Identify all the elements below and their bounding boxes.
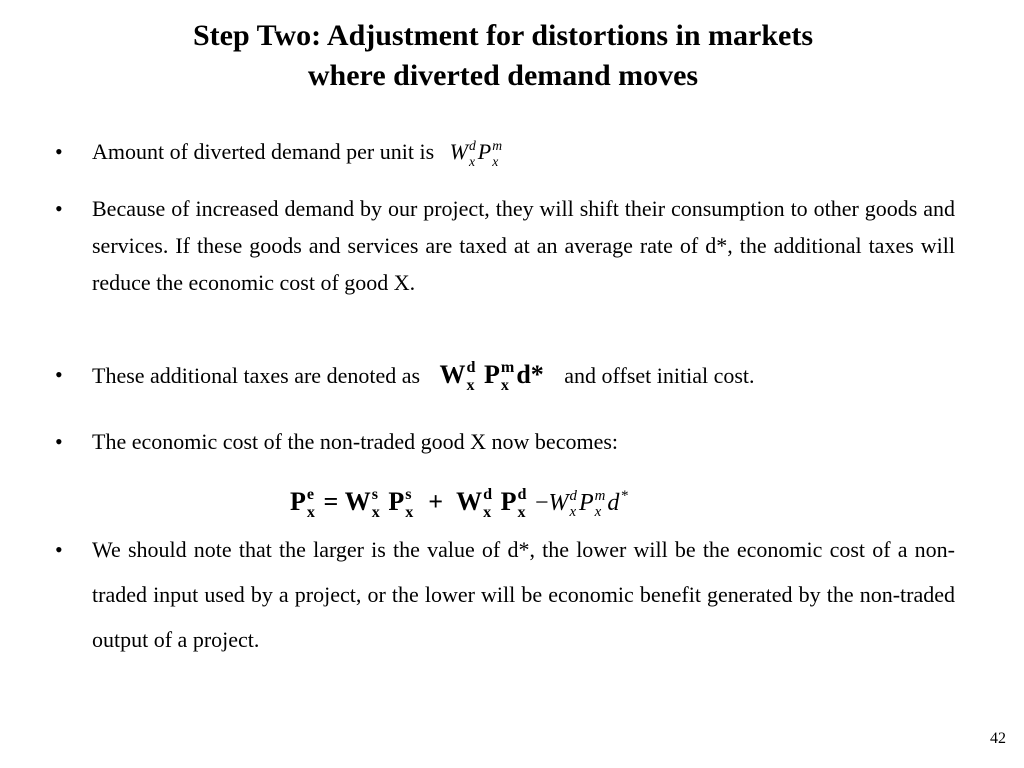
math-superscript: e: [306, 485, 315, 503]
math-operator: +: [428, 487, 444, 516]
math-superscript: d: [466, 358, 476, 376]
bullet-text-after: and offset initial cost.: [564, 363, 755, 388]
math-subscript: x: [468, 153, 476, 169]
math-symbol: P: [388, 487, 405, 516]
math-subscript: x: [492, 153, 499, 169]
math-symbol: d*: [516, 360, 544, 389]
math-subscript: x: [594, 504, 602, 521]
math-subscript: x: [517, 504, 526, 522]
bullet-glyph: •: [55, 362, 63, 387]
bullet-note-larger-value: [55, 527, 955, 662]
math-subscript: x: [371, 504, 380, 522]
page-number: 42: [990, 730, 1006, 747]
math-superscript: d: [569, 487, 577, 504]
math-superscript: d: [483, 485, 493, 503]
bullet-glyph: •: [55, 139, 63, 164]
math-subscript: x: [466, 377, 475, 395]
math-superscript: d: [468, 138, 476, 154]
math-symbol: W: [439, 360, 466, 389]
math-subscript: x: [306, 504, 315, 522]
math-superscript: m: [500, 358, 515, 376]
math-symbol: d: [607, 490, 620, 516]
bullet-diverted-demand: [55, 137, 955, 169]
bullet-glyph: •: [55, 537, 63, 562]
bullet-text: The economic cost of the non-traded good X now becomes:: [92, 429, 619, 454]
bullet-economic-cost: [55, 424, 955, 460]
bullet-glyph: •: [55, 196, 63, 221]
math-superscript: d: [517, 485, 527, 503]
bullet-text: We should note that the larger is the value of d*, the lower will be the economic cost of a non-traded input used by a project, or the lower will be economic benefit generated by the non-traded output of a project.: [92, 537, 955, 652]
math-symbol: W: [456, 487, 483, 516]
math-superscript: s: [371, 485, 379, 503]
math-superscript: m: [492, 138, 503, 154]
bullet-glyph: •: [55, 429, 63, 454]
math-subscript: x: [483, 504, 492, 522]
math-symbol: P: [290, 487, 306, 516]
math-superscript: m: [594, 487, 606, 504]
slide-title-line-1: Step Two: Adjustment for distortions in markets: [192, 19, 814, 52]
math-symbol: P: [500, 487, 517, 516]
math-symbol: W: [548, 490, 569, 516]
math-symbol: W: [344, 487, 371, 516]
bullet-text: Amount of diverted demand per unit is: [92, 139, 435, 164]
math-symbol: P: [578, 490, 594, 516]
economic-cost-formula: [290, 478, 750, 527]
math-symbol: P: [477, 139, 492, 164]
bullet-additional-taxes: [55, 357, 955, 394]
math-expression-wd-pm: [449, 138, 504, 169]
bullet-text-before: These additional taxes are denoted as: [92, 363, 421, 388]
slide-title-line-2: where diverted demand moves: [307, 59, 699, 92]
math-expression-wd-pm-dstar: [439, 358, 551, 395]
bullet-increased-demand: [55, 190, 955, 301]
math-subscript: x: [500, 377, 509, 395]
math-superscript: s: [405, 485, 412, 503]
math-symbol: W: [449, 139, 468, 164]
math-symbol: P: [484, 360, 500, 389]
math-superscript: *: [620, 487, 628, 504]
bullet-text: Because of increased demand by our project, they will shift their consumption to other goods and services. If these goods and services are taxed at an average rate of d*, the additional taxes will reduce the economic cost of good X.: [92, 196, 955, 295]
math-subscript: x: [405, 504, 414, 522]
slide-title: [0, 16, 1006, 96]
math-operator: =: [323, 487, 339, 516]
math-subscript: x: [569, 504, 577, 521]
math-operator: −: [534, 490, 549, 516]
